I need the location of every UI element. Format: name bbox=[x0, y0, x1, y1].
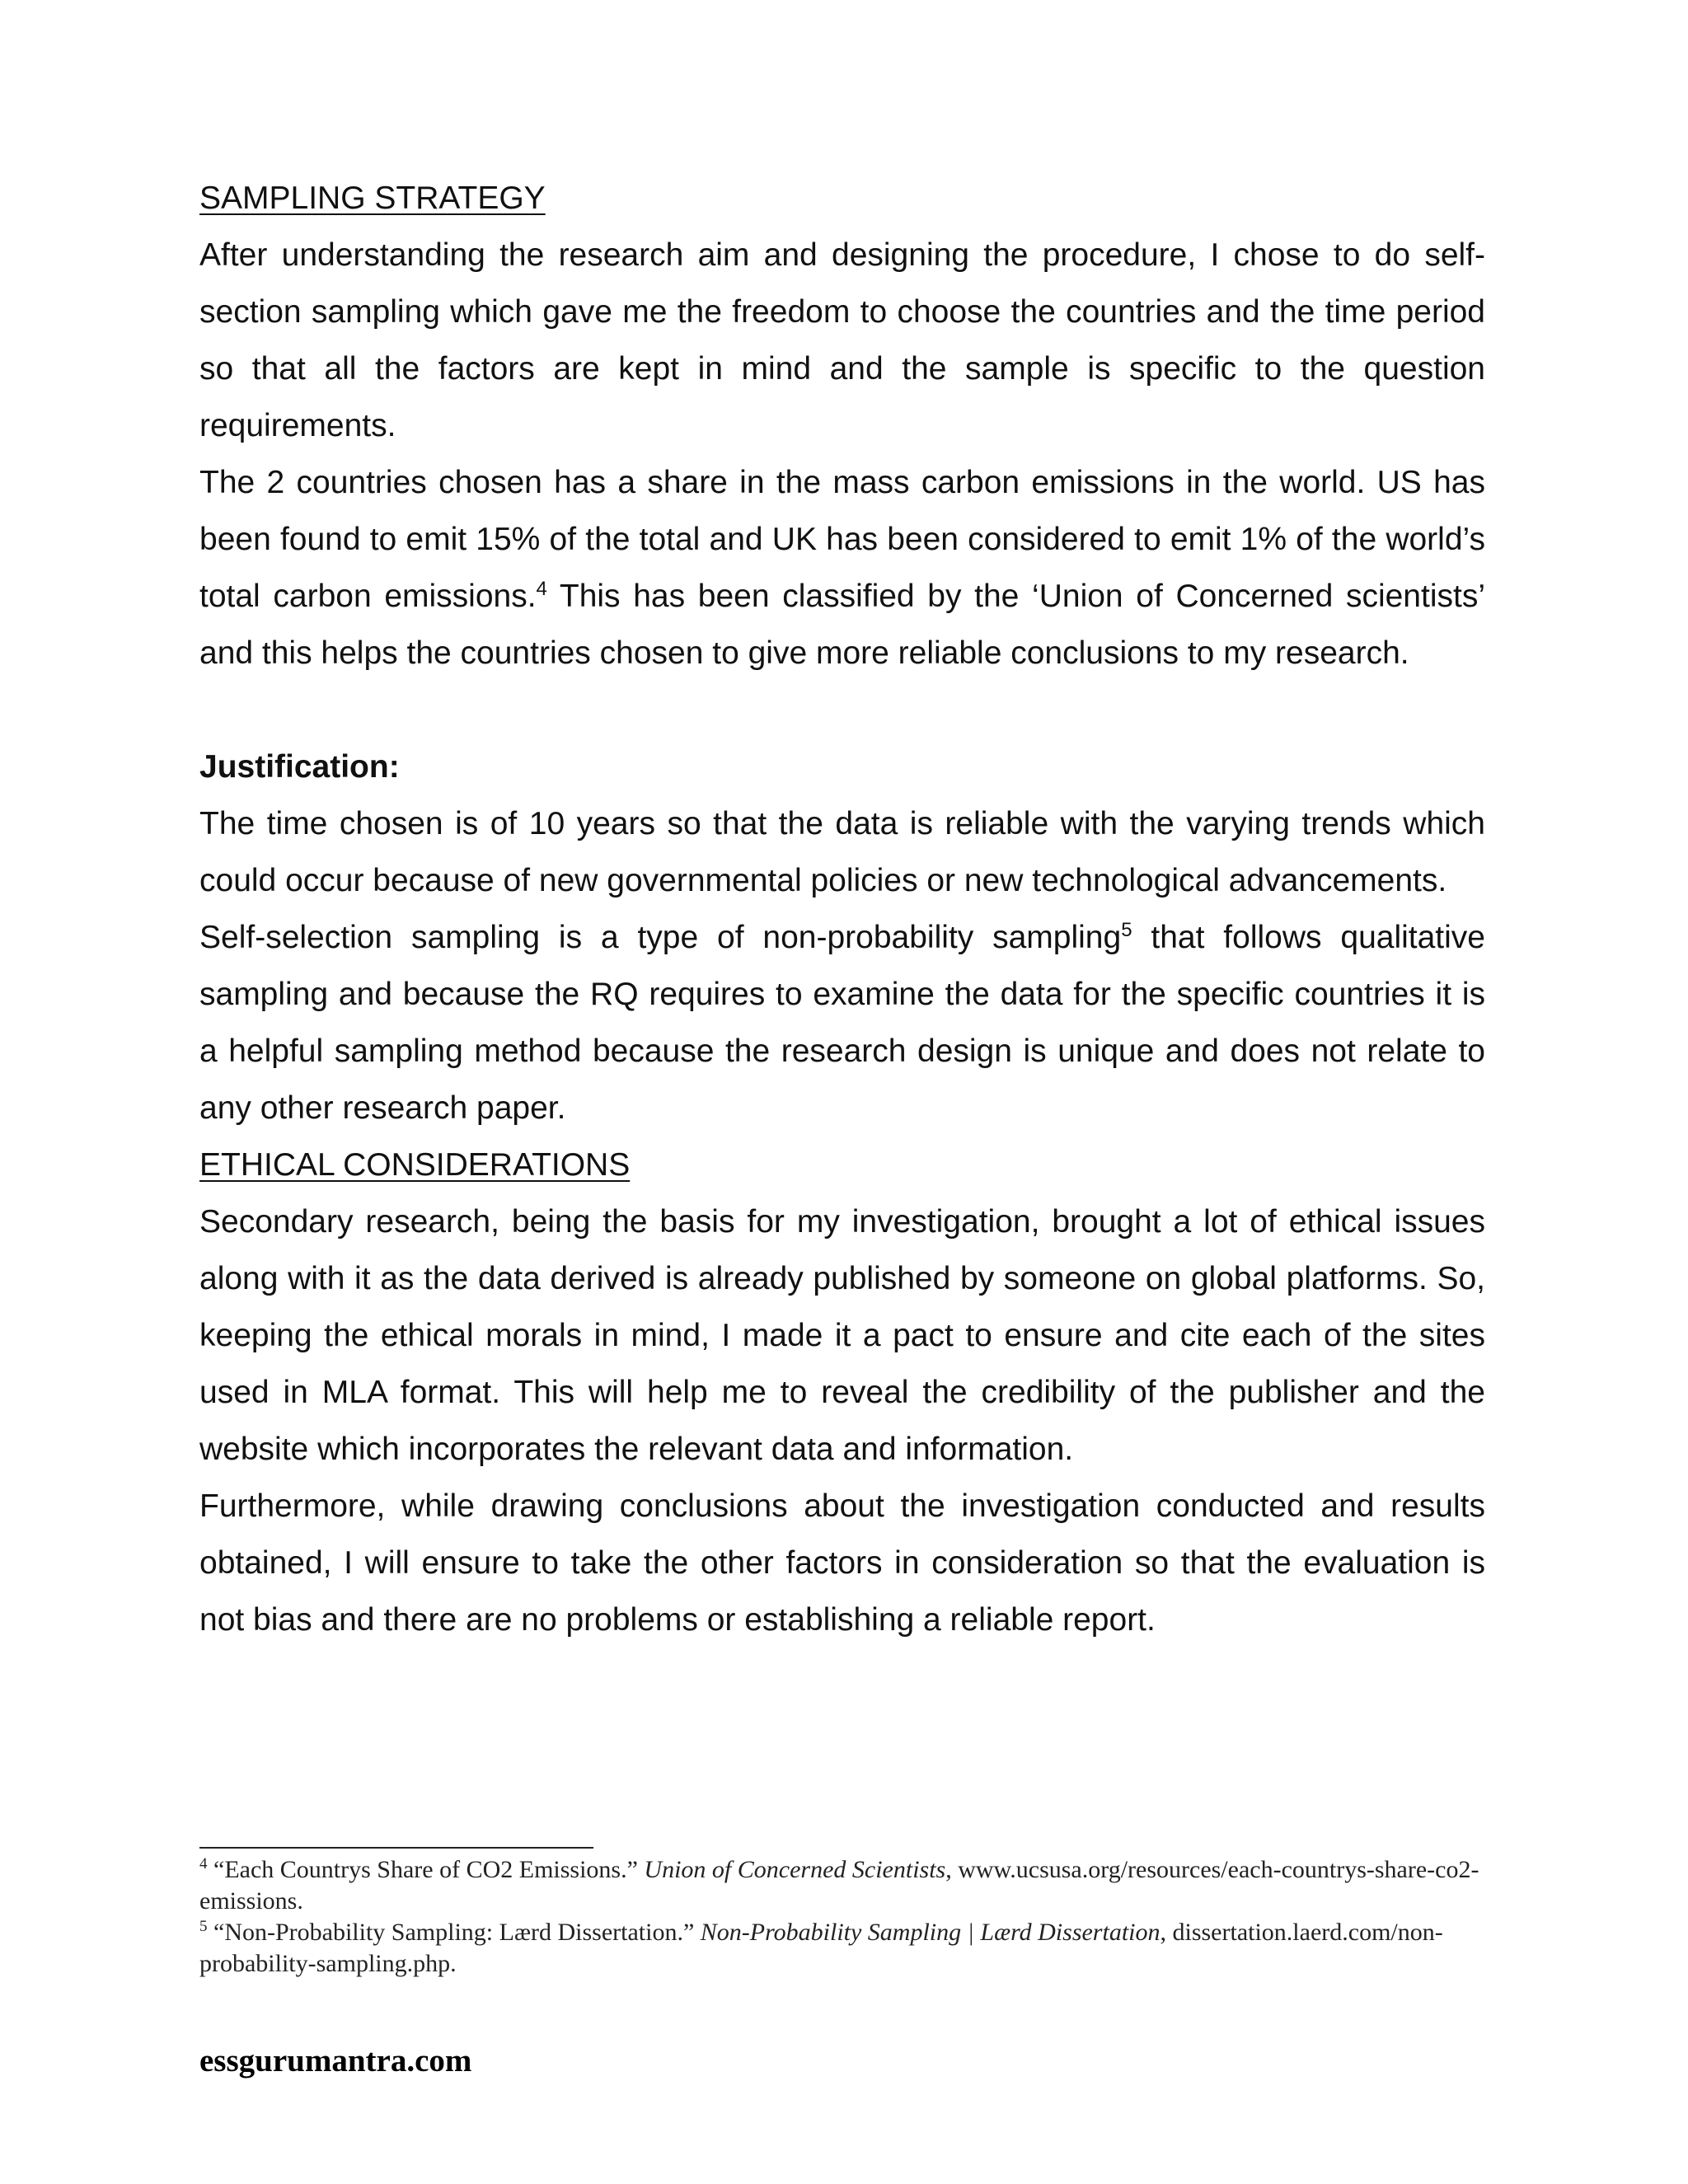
footnote-separator bbox=[199, 1847, 593, 1849]
footnote-source: Non-Probability Sampling | Lærd Dissertation bbox=[700, 1919, 1160, 1946]
justification-p2-text-a: Self-selection sampling is a type of non-probability sampling bbox=[199, 920, 1122, 955]
site-brand: essgurumantra.com bbox=[199, 2043, 472, 2079]
justification-p2-text-b: that follows qualitative sampling and because the RQ requires to examine the data for the specific countries it is a helpful sampling method because the research design is unique and does not relate to any other research paper. bbox=[199, 920, 1485, 1126]
sampling-paragraph-1: After understanding the research aim and designing the procedure, I chose to do self-section sampling which gave me the freedom to choose the countries and the time period so that all the factors are kept in mind and the sample is specific to the question requirements. bbox=[199, 237, 1485, 443]
footnote-title: “Each Countrys Share of CO2 Emissions.” bbox=[207, 1856, 645, 1883]
sampling-paragraph-2 bbox=[199, 454, 1485, 682]
sampling-strategy-heading: SAMPLING STRATEGY bbox=[199, 180, 546, 216]
footnote-url[interactable]: , www.ucsusa.org/resources/each-countrys-share-co2-emissions. bbox=[199, 1856, 1479, 1915]
footnote-5 bbox=[199, 1917, 1485, 1980]
footnotes bbox=[199, 1854, 1485, 1980]
justification-heading: Justification: bbox=[199, 749, 400, 785]
footnote-ref-4[interactable]: 4 bbox=[536, 578, 547, 600]
footnote-title: “Non-Probability Sampling: Lærd Dissertation.” bbox=[207, 1919, 701, 1946]
footnote-ref-5[interactable]: 5 bbox=[1121, 919, 1132, 941]
main-content bbox=[199, 170, 1485, 1648]
ethical-paragraph-1: Secondary research, being the basis for my investigation, brought a lot of ethical issues along with it as the data derived is already published by someone on global platforms. So, keeping the ethical morals in mind, I made it a pact to ensure and cite each of the sites used in MLA format. This will help me to reveal the credibility of the publisher and the website which incorporates the relevant data and information. bbox=[199, 1204, 1485, 1467]
paragraph-gap bbox=[199, 682, 1485, 738]
footnote-4 bbox=[199, 1854, 1485, 1917]
footnote-url[interactable]: , dissertation.laerd.com/non-probability-sampling.php. bbox=[199, 1919, 1443, 1977]
ethical-paragraph-2: Furthermore, while drawing conclusions about the investigation conducted and results obtained, I will ensure to take the other factors in consideration so that the evaluation is not bias and there are no problems or establishing a reliable report. bbox=[199, 1488, 1485, 1638]
footnote-source: Union of Concerned Scientists bbox=[644, 1856, 946, 1883]
ethical-considerations-heading: ETHICAL CONSIDERATIONS bbox=[199, 1147, 631, 1183]
justification-paragraph-2 bbox=[199, 909, 1485, 1137]
justification-paragraph-1: The time chosen is of 10 years so that the data is reliable with the varying trends which could occur because of new governmental policies or new technological advancements. bbox=[199, 806, 1485, 898]
footnote-number: 5 bbox=[199, 1918, 208, 1935]
sampling-p2-text-a: The 2 countries chosen has a share in the mass carbon emissions in the world. US has been found to emit 15% of the total and UK has been considered to emit 1% of the world’s total carbon emissions. bbox=[199, 465, 1485, 614]
footnote-number: 4 bbox=[199, 1855, 208, 1872]
sampling-p2-text-b: This has been classified by the ‘Union of Concerned scientists’ and this helps the countries chosen to give more reliable conclusions to my research. bbox=[199, 579, 1486, 671]
